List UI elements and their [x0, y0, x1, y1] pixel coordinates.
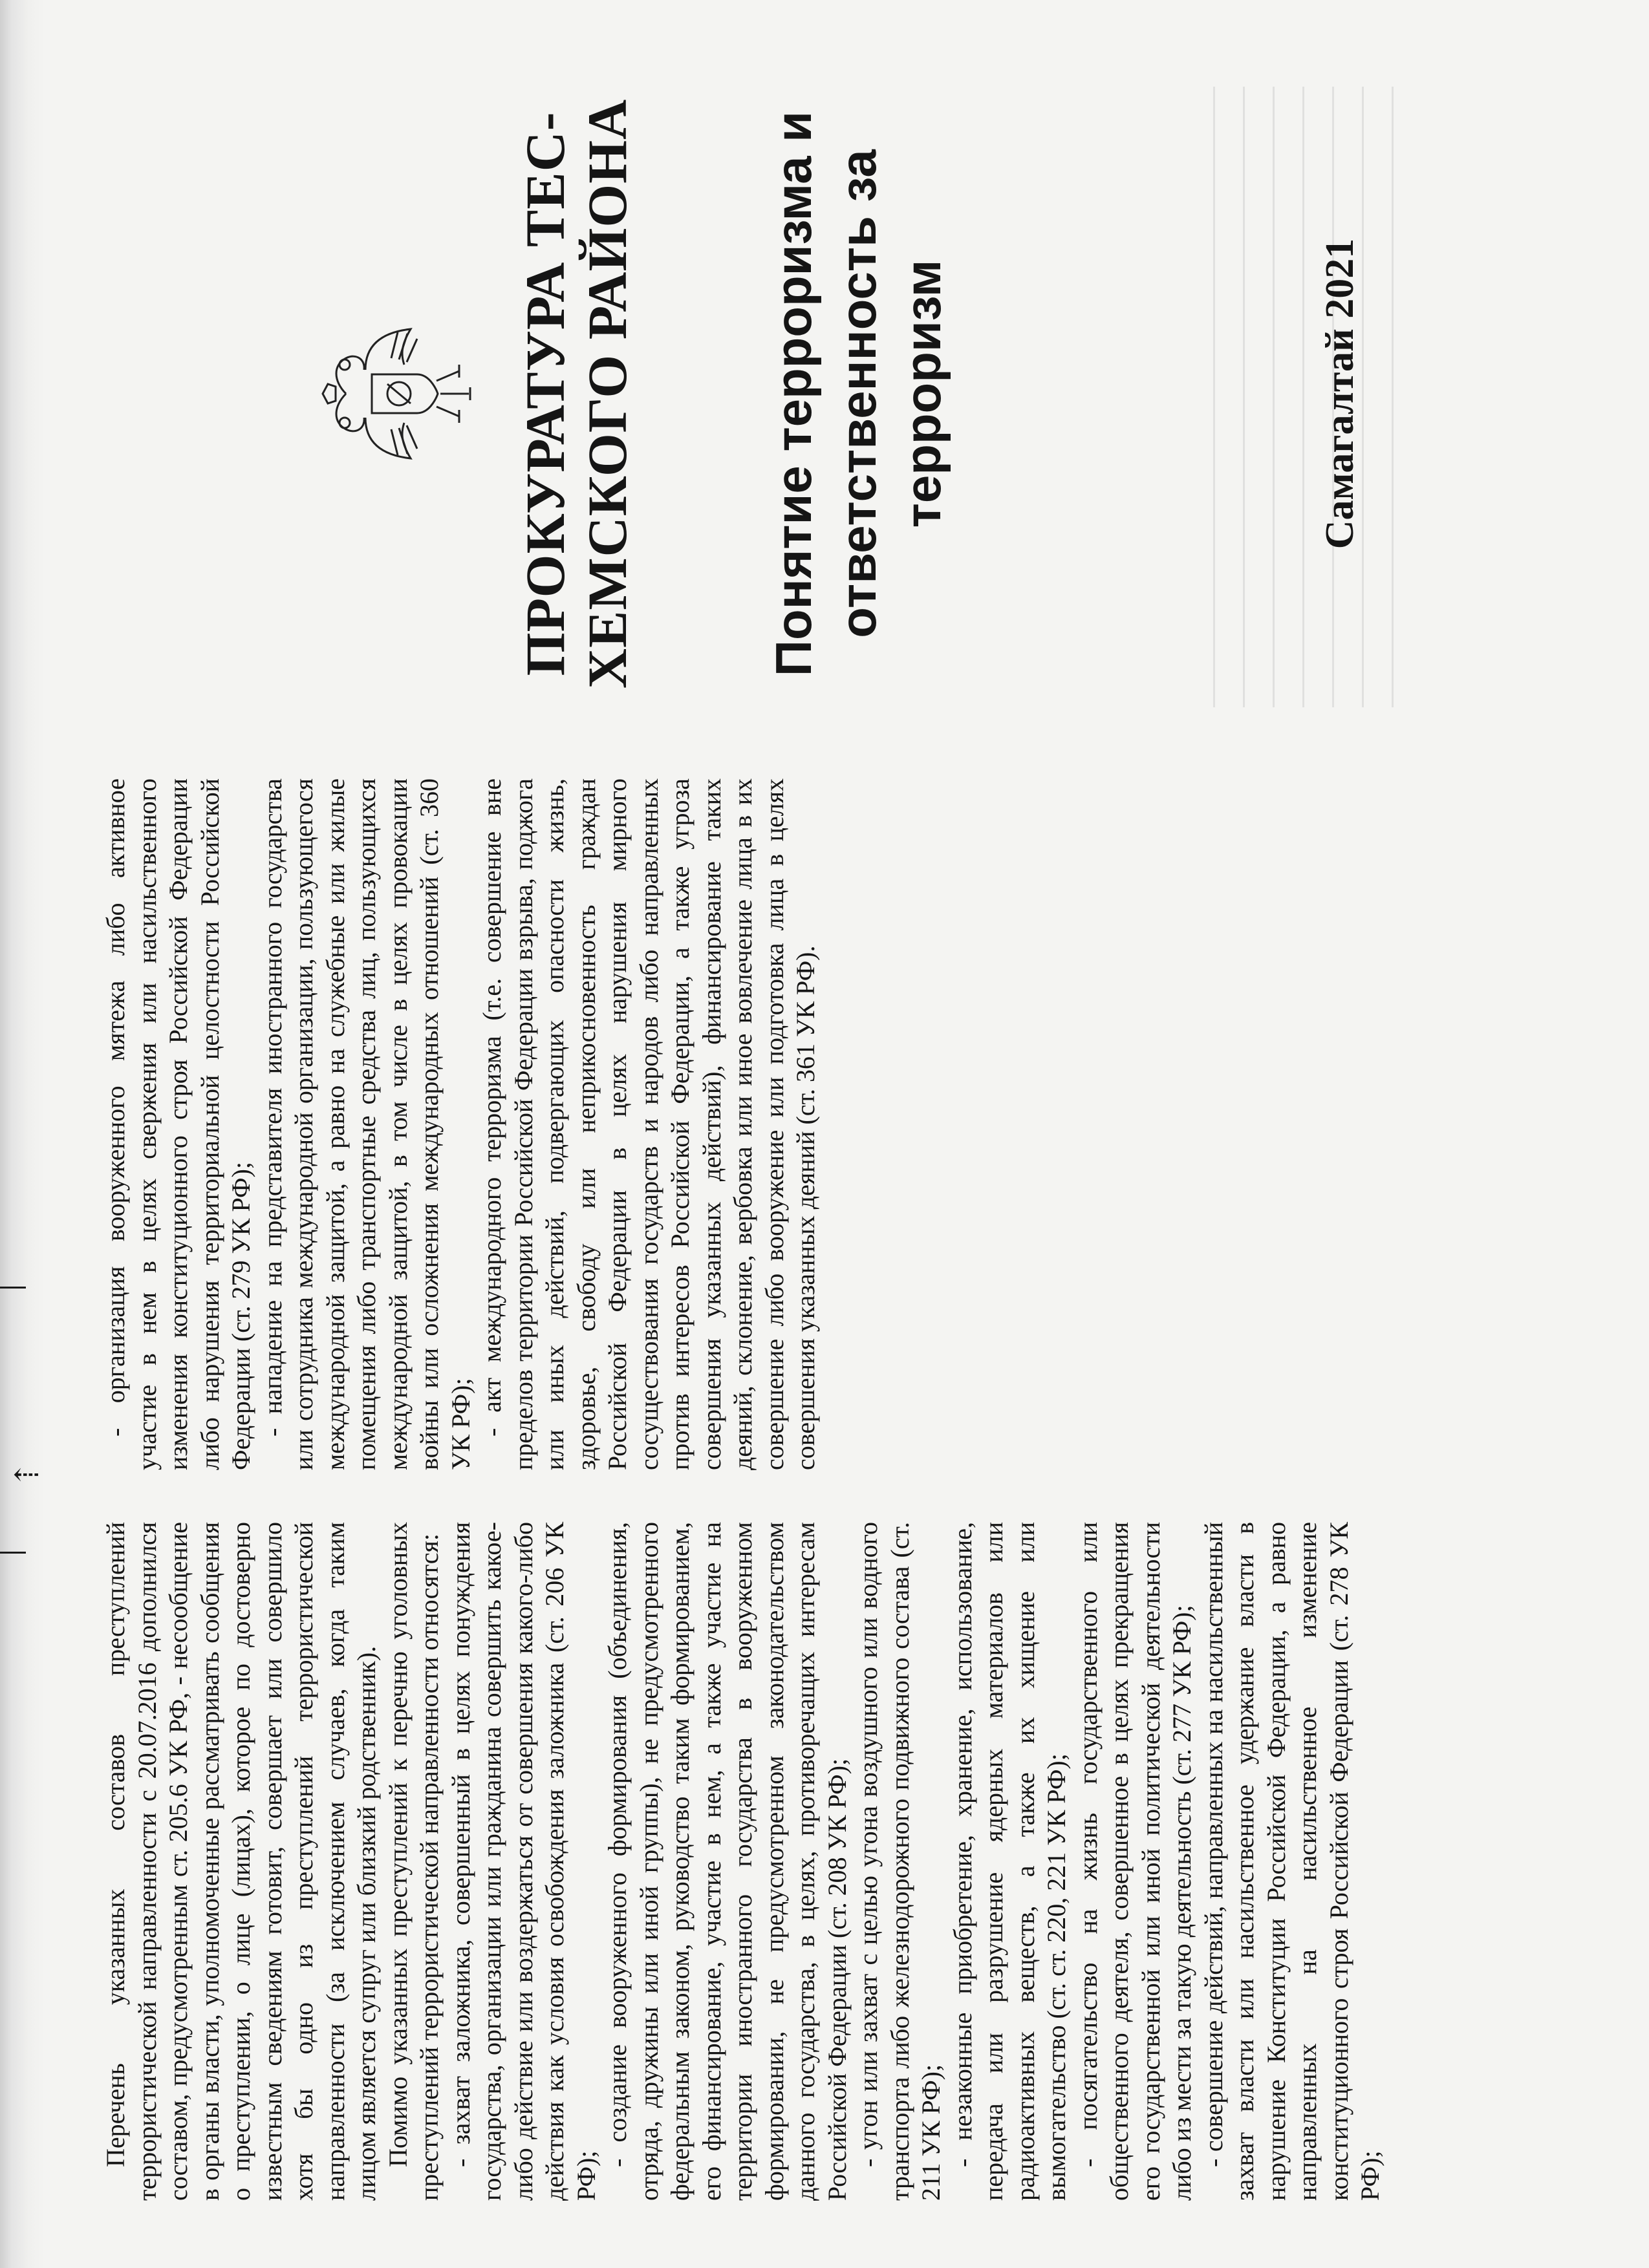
- paragraph: - незаконные приобретение, хранение, использование, передача или разрушение ядерных материалов или радиоактивных веществ, а также их хищение или вымогательство (ст. ст. 220, 221 УК РФ);: [947, 1522, 1071, 2201]
- paragraph: - захват заложника, совершенный в целях понуждения государства, организации или гражданина совершить какое-либо действие или воздержаться от совершения какого-либо действия как условия освобождения заложника (ст. 206 УК РФ);: [446, 1522, 601, 2201]
- scan-artifact-line: [0, 1552, 26, 1554]
- leaflet-title: Понятие терроризма и ответственность за терроризм: [765, 111, 951, 677]
- scan-artifact-line: [0, 1287, 26, 1289]
- paragraph: Помимо указанных преступлений к перечню уголовных преступлений террористической направленности относятся:: [383, 1522, 444, 2201]
- paragraph: - организация вооруженного мятежа либо активное участие в нем в целях свержения или насильственного изменения конституционного строя Российской Федерации либо нарушения территориальной целостности Российской Федерации (ст. 279 УК РФ);: [101, 778, 255, 1470]
- paragraph: Перечень указанных составов преступлений террористической направленности с 20.07.2016 дополнился составом, предусмотренным ст. 205.6 УК РФ, - несообщение в органы власти, уполномоченные рассматривать сообщения о преступлении, о лице (лицах), которое по достоверно известным сведениям готовит, совершает или совершило хотя бы одно из преступлений террористической направленности (за исключением случаев, когда таким лицом является супруг или близкий родственник).: [101, 1522, 381, 2201]
- scan-arrow-mark-icon: ⇠: [13, 1456, 40, 1492]
- paragraph: - посягательство на жизнь государственного или общественного деятеля, совершенное в целях прекращения его государственной или иной политической деятельности либо из мести за такую деятельность (ст. 277 УК РФ);: [1073, 1522, 1196, 2201]
- leaflet-sheet: [74, 54, 1575, 2214]
- scan-edge-artifact: [0, 0, 45, 2268]
- left-panel: [74, 1503, 1575, 2214]
- paragraph: - угон или захват с целью угона воздушного или водного транспорта либо железнодорожного подвижного состава (ст. 211 УК РФ);: [854, 1522, 945, 2201]
- double-headed-eagle-emblem-icon: [320, 319, 482, 468]
- bleed-through-text-artifact: [1200, 87, 1394, 707]
- paragraph: - акт международного терроризма (т.е. совершение вне пределов территории Российской Федерации взрыва, поджога или иных действий, подвергающих опасности жизнь, здоровье, свободу или неприкосновенность граждан Российской Федерации в целях нарушения мирного сосуществования государств и народов либо направленных против интересов Российской Федерации, а также угроза совершения указанных действий), финансирование таких деяний, склонение, вербовка или иное вовлечение лица в их совершение либо вооружение или подготовка лица в целях совершения указанных деяний (ст. 361 УК РФ).: [477, 778, 820, 1470]
- middle-panel: [74, 759, 1575, 1483]
- paragraph: - совершение действий, направленных на насильственный захват власти или насильственное удержание власти в нарушение Конституции Российской Федерации, а равно направленных на насильственное изменение конституционного строя Российской Федерации (ст. 278 УК РФ);: [1198, 1522, 1385, 2201]
- paragraph: - нападение на представителя иностранного государства или сотрудника международной организации, пользующегося международной защитой, а равно на служебные или жилые помещения либо транспортные средства лиц, пользующихся международной защитой, в том числе в целях провокации войны или осложнения международных отношений (ст. 360 УК РФ);: [257, 778, 475, 1470]
- left-panel-text: [100, 1522, 1386, 2201]
- organization-title: ПРОКУРАТУРА ТЕС-ХЕМСКОГО РАЙОНА: [514, 98, 638, 689]
- paragraph: - создание вооруженного формирования (объединения, отряда, дружины или иной группы), не предусмотренного федеральным законом, руководство таким формированием, его финансирование, участие в нем, а также участие на территории иностранного государства в вооруженном формировании, не предусмотренном законодательством данного государства, в целях, противоречащих интересам Российской Федерации (ст. 208 УК РФ);: [603, 1522, 852, 2201]
- middle-panel-text: [100, 778, 822, 1470]
- place-and-year: Самагалтай 2021: [1318, 238, 1362, 550]
